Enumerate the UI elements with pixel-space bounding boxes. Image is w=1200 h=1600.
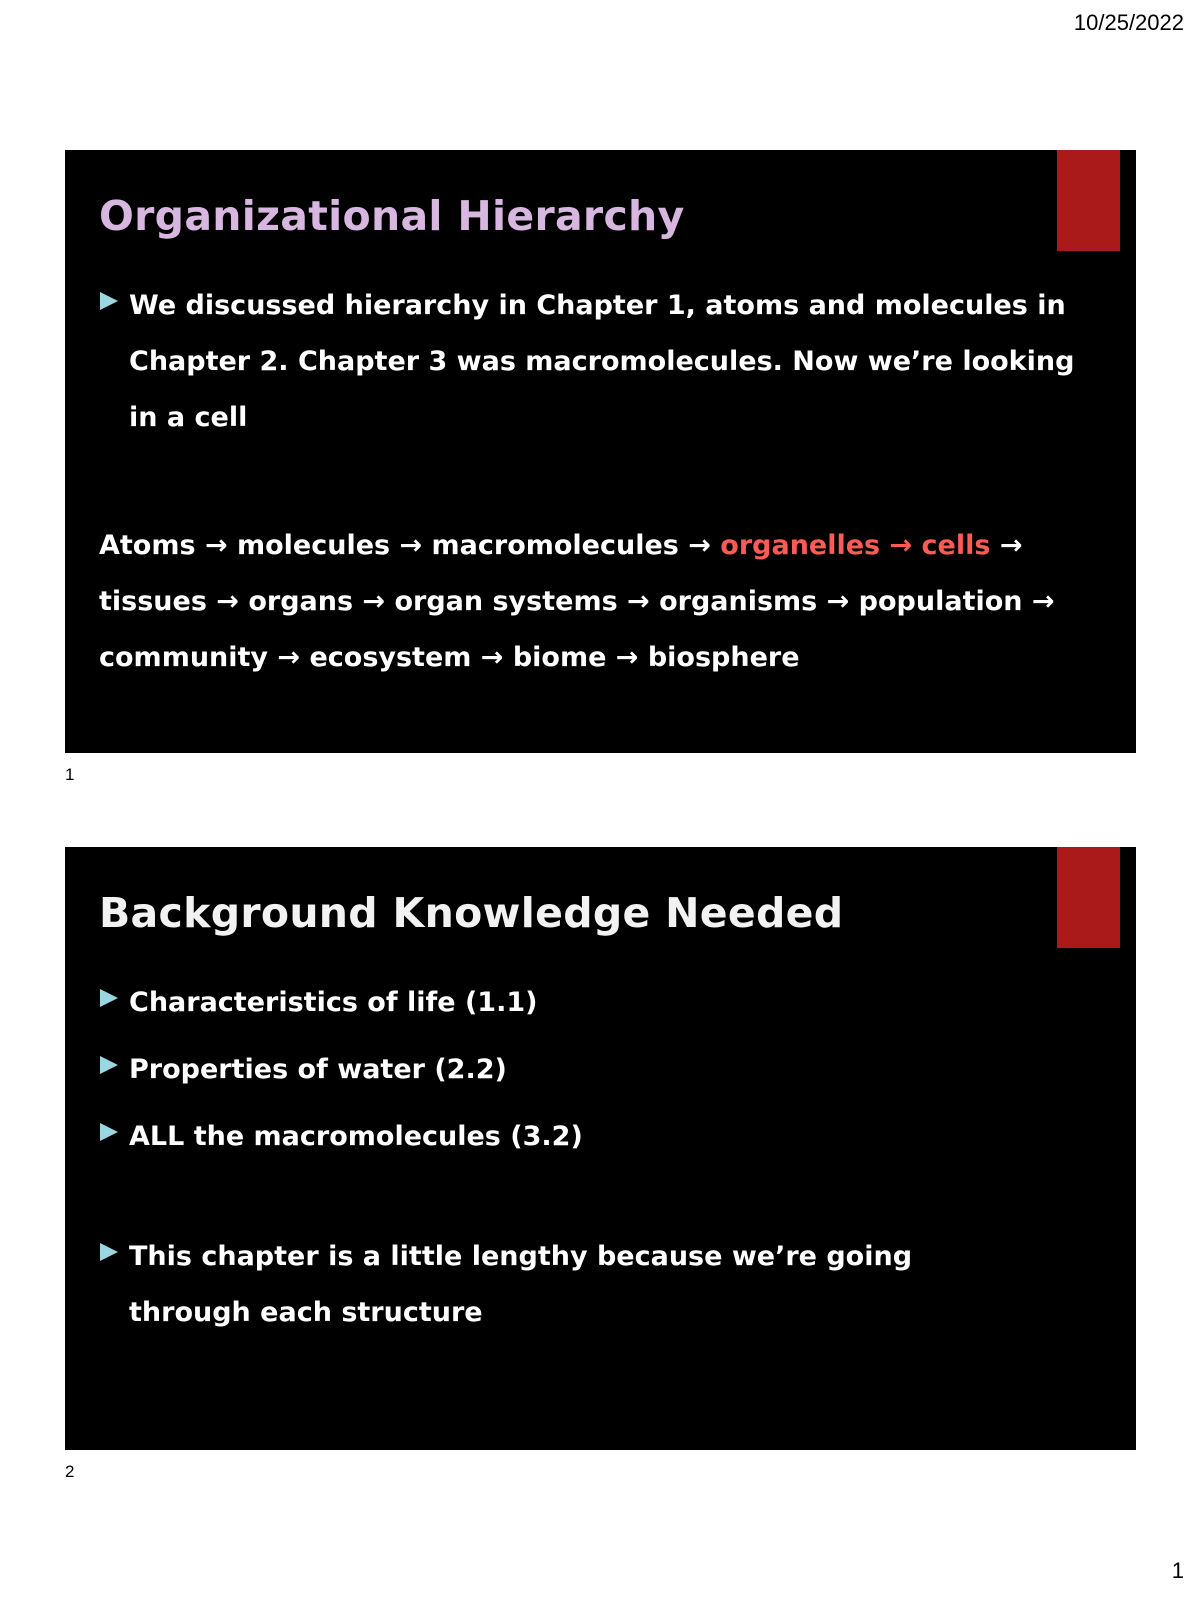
bullet-list [99, 278, 1109, 446]
flow-line: community → ecosystem → biome → biosphere [99, 642, 800, 673]
bullet-text: ALL the macromolecules (3.2) [129, 1121, 583, 1152]
slide-1 [65, 150, 1136, 753]
bullet-triangle-icon [99, 278, 129, 311]
bullet-text: This chapter is a little lengthy because we’re going through each structure [129, 1241, 913, 1328]
slide-2 [65, 847, 1136, 1450]
slide-title: Organizational Hierarchy [99, 192, 685, 240]
list-item [99, 975, 1109, 1031]
page-date: 10/25/2022 [1073, 10, 1184, 35]
slide-title: Background Knowledge Needed [99, 889, 844, 937]
bullet-text: Characteristics of life (1.1) [129, 987, 538, 1018]
hierarchy-flow [99, 518, 1099, 686]
flow-highlight: organelles → cells [720, 530, 991, 561]
bullet-list [99, 975, 1109, 1352]
list-item [99, 1042, 1109, 1098]
list-item [99, 1109, 1109, 1165]
bullet-triangle-icon [99, 975, 129, 1008]
list-item [99, 1229, 1109, 1341]
flow-text: Atoms → molecules → macromolecules → [99, 530, 721, 561]
slide-accent-tab [1057, 847, 1120, 948]
bullet-triangle-icon [99, 1109, 129, 1142]
flow-line: tissues → organs → organ systems → organisms → population → [99, 586, 1055, 617]
slide-number: 1 [65, 765, 75, 784]
list-item [99, 278, 1109, 446]
slide-accent-tab [1057, 150, 1120, 251]
page-number: 1 [1171, 1558, 1184, 1583]
slide-number: 2 [65, 1462, 75, 1481]
bullet-text: We discussed hierarchy in Chapter 1, atoms and molecules in Chapter 2. Chapter 3 was macromolecules. Now we’re looking in a cell [129, 290, 1075, 433]
bullet-triangle-icon [99, 1229, 129, 1262]
bullet-text: Properties of water (2.2) [129, 1054, 507, 1085]
flow-text: → [990, 530, 1023, 561]
flow-line [99, 518, 1099, 574]
bullet-triangle-icon [99, 1042, 129, 1075]
